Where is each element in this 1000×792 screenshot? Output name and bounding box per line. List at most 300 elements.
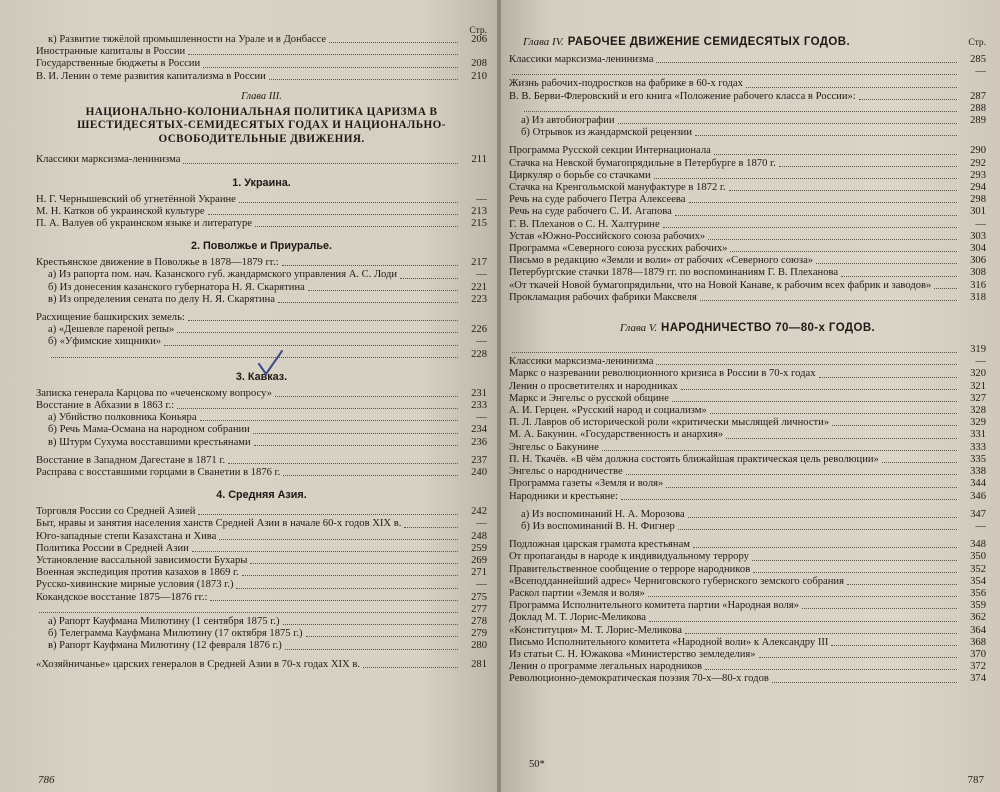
toc-entry [509, 219, 986, 231]
toc-entry [509, 267, 986, 279]
left-sections [36, 177, 487, 671]
toc-entry-title: б) Из воспоминаний В. Н. Фигнер [521, 520, 675, 532]
toc-entry-title: В. В. Берви-Флеровский и его книга «Положение рабочего класса в России»: [509, 90, 856, 102]
toc-entry-page: 278 [471, 616, 487, 627]
toc-entry-page: 344 [970, 478, 986, 490]
toc-entry [509, 564, 986, 576]
toc-entry-page: 298 [970, 194, 986, 206]
toc-entry-page: 287 [970, 90, 986, 102]
dot-leader [688, 517, 957, 518]
toc-entry-title: б) Телеграмма Кауфмана Милютину (17 октября 1875 г.) [48, 628, 303, 640]
toc-entry [509, 194, 986, 206]
toc-entry-title: Н. Г. Чернышевский об угнетённой Украине [36, 193, 236, 205]
toc-entry [509, 588, 986, 600]
dot-leader [269, 79, 458, 80]
dot-leader [282, 265, 458, 266]
toc-entry-title: Маркс о назревании революционного кризиса в России в 70-х годах [509, 368, 816, 380]
toc-entry [36, 412, 487, 424]
right-page [501, 0, 1000, 792]
toc-entry-title: а) Убийство полковника Коньяра [48, 412, 197, 424]
toc-entry-page: — [975, 520, 986, 532]
dot-leader [512, 352, 957, 353]
toc-entry-title: Речь на суде рабочего С. И. Агапова [509, 206, 672, 218]
dot-leader [242, 575, 458, 576]
toc-entry-title: «От ткачей Новой бумагопрядильни, что на Новой Канаве, к рабочим всех фабрик и заводов» [509, 279, 932, 291]
toc-entry [509, 509, 986, 521]
dot-leader [228, 463, 458, 464]
toc-entry [509, 381, 986, 393]
toc-entry-title: Из статьи С. Н. Южакова «Министерство земледелия» [509, 648, 756, 660]
dot-leader [831, 645, 957, 646]
dot-leader [200, 420, 458, 421]
chapter-title: НАЦИОНАЛЬНО-КОЛОНИАЛЬНАЯ ПОЛИТИКА ЦАРИЗМА В ШЕСТИДЕСЯТЫХ-СЕМИДЕСЯТЫХ ГОДАХ И НАЦИОНАЛЬНО-ОСВОБОДИТЕЛЬНЫЕ ДВИЖЕНИЯ. [77, 105, 446, 145]
dot-leader [700, 300, 957, 301]
toc-entry-title: а) Рапорт Кауфмана Милютину (1 сентября 1875 г.) [48, 616, 280, 627]
toc-entry [509, 393, 986, 405]
toc-entry-page: 206 [471, 34, 487, 45]
toc-entry-page: 374 [970, 673, 986, 685]
toc-entry-title: б) Из донесения казанского губернатора Н. Я. Скарятина [48, 281, 305, 293]
toc-entry [36, 400, 487, 412]
toc-entry [509, 158, 986, 170]
dot-leader [772, 682, 957, 683]
dot-leader [695, 135, 957, 136]
dot-leader [746, 87, 957, 88]
toc-entry [509, 417, 986, 429]
section-title: 4. Средняя Азия. [216, 489, 307, 502]
toc-entry [509, 551, 986, 563]
toc-entry-title: Классики марксизма-ленинизма [509, 356, 654, 368]
signature-mark: 50* [529, 759, 545, 770]
toc-entry-title: Восстание в Абхазии в 1863 г.: [36, 399, 175, 411]
chapter5-label: Глава V. [619, 322, 657, 335]
dot-leader [693, 547, 957, 548]
toc-entry-title: Кокандское восстание 1875—1876 гг.: [36, 591, 208, 603]
toc-entry-title: В. И. Ленин о теме развития капитализма в России [36, 70, 266, 82]
dot-leader [859, 99, 957, 100]
toc-entry-page: 223 [471, 293, 487, 305]
dot-leader [672, 401, 957, 402]
str-label-right: Стр. [968, 38, 986, 48]
toc-entry-title: Русско-хивинские мирные условия (1873 г.) [36, 579, 234, 591]
toc-entry-title: Установление вассальной зависимости Бухары [36, 554, 248, 566]
dot-leader [882, 462, 957, 463]
toc-entry-title: Восстание в Западном Дагестане в 1871 г. [36, 454, 226, 466]
toc-entry-title: а) Из рапорта пом. нач. Казанского губ. жандармского управления А. С. Лоди [48, 269, 398, 281]
toc-entry-title: к) Развитие тяжёлой промышленности на Урале и в Донбассе [48, 34, 327, 45]
toc-entry-page: 308 [970, 267, 986, 279]
toc-entry-title: «Конституция» М. Т. Лорис-Меликова [509, 624, 682, 636]
toc-entry [509, 600, 986, 612]
toc-entry-title: Расхищение башкирских земель: [36, 311, 185, 323]
toc-entry [509, 103, 986, 115]
toc-entry [36, 518, 487, 530]
dot-leader [649, 621, 957, 622]
toc-entry [36, 71, 487, 83]
toc-entry [509, 115, 986, 127]
dot-leader [802, 608, 957, 609]
toc-entry [36, 194, 487, 206]
toc-entry-page: 289 [970, 115, 986, 127]
toc-entry-page: 331 [970, 429, 986, 441]
toc-entry [36, 294, 487, 306]
toc-entry-page: 240 [471, 466, 487, 478]
toc-entry-title: Иностранные капиталы в России [36, 46, 186, 58]
toc-entry [509, 661, 986, 673]
toc-entry [509, 649, 986, 661]
chapter5-title: НАРОДНИЧЕСТВО 70—80-х ГОДОВ. [660, 322, 876, 335]
toc-entry-title: Прокламация рабочих фабрики Максвеля [509, 291, 697, 303]
toc-entry-page: 294 [970, 182, 986, 194]
dot-leader [779, 166, 957, 167]
toc-entry [509, 78, 986, 90]
toc-entry-title: а) «Дешевле пареной репы» [48, 324, 175, 336]
toc-entry-title: Программа Русской секции Интернационала [509, 145, 711, 157]
toc-entry-page: 372 [970, 661, 986, 673]
toc-entry-title: От пропаганды в народе к индивидуальному террору [509, 551, 749, 563]
toc-entry-title: Стачка на Невской бумагопрядильне в Петербурге в 1870 г. [509, 157, 776, 169]
dot-leader [730, 251, 957, 252]
dot-leader [847, 584, 957, 585]
toc-entry-page: 359 [970, 600, 986, 612]
toc-entry-title: Торговля России со Средней Азией [36, 506, 196, 518]
dot-leader [705, 669, 957, 670]
toc-entry [36, 604, 487, 616]
chapter4-label: Глава IV. [523, 36, 564, 48]
dot-leader [689, 202, 958, 203]
toc-entry-page: — [476, 579, 487, 591]
toc-entry [509, 66, 986, 78]
toc-entry-title: Письмо в редакцию «Земли и воли» от рабочих «Северного союза» [509, 255, 814, 267]
toc-entry-page: 215 [471, 217, 487, 229]
toc-entry [36, 154, 487, 166]
toc-entry [36, 437, 487, 449]
toc-entry-page: 354 [970, 575, 986, 587]
dot-leader [285, 649, 458, 650]
dot-leader [666, 487, 957, 488]
toc-entry [36, 628, 487, 640]
toc-entry-page: 316 [970, 279, 986, 291]
dot-leader [841, 276, 957, 277]
toc-entry-page: — [476, 518, 487, 530]
toc-entry [509, 442, 986, 454]
toc-entry-page: 346 [970, 490, 986, 502]
toc-entry-title: б) Отрывок из жандармской рецензии [521, 127, 693, 139]
toc-entry [36, 467, 487, 479]
left-top-entries [36, 34, 487, 83]
dot-leader [729, 190, 957, 191]
toc-entry-title: М. Н. Катков об украинской культуре [36, 205, 205, 217]
toc-entry [509, 182, 986, 194]
toc-entry-page: 237 [471, 454, 487, 466]
toc-entry-page: 217 [471, 257, 487, 269]
toc-entry [36, 567, 487, 579]
toc-entry-page: 228 [471, 348, 487, 360]
page-folio-right: 787 [967, 774, 984, 786]
toc-entry-page: 329 [970, 417, 986, 429]
toc-entry-title: Речь на суде рабочего Петра Алексеева [509, 194, 686, 206]
dot-leader [752, 560, 957, 561]
toc-entry-page: 370 [970, 648, 986, 660]
toc-entry-page: — [975, 356, 986, 368]
toc-entry [509, 344, 986, 356]
dot-leader [524, 111, 957, 112]
toc-entry-title: «Хозяйничанье» царских генералов в Средней Азии в 70-х годах XIX в. [36, 658, 360, 670]
toc-entry-page: 292 [970, 157, 986, 169]
toc-entry-page: 368 [970, 636, 986, 648]
toc-entry-title: Программа Исполнительного комитета партии «Народная воля» [509, 600, 799, 612]
toc-entry-page: 269 [471, 554, 487, 566]
section-title: 1. Украина. [232, 176, 291, 189]
toc-entry-page: 208 [471, 58, 487, 70]
dot-leader [177, 332, 458, 333]
toc-entry-page: 259 [471, 542, 487, 554]
toc-entry [509, 91, 986, 103]
dot-leader [283, 624, 458, 625]
toc-entry-title: Революционно-демократическая поэзия 70-х—80-х годов [509, 673, 769, 685]
dot-leader [198, 514, 458, 515]
toc-entry-title: Подложная царская грамота крестьянам [509, 539, 690, 551]
toc-entry-page: 318 [970, 291, 986, 303]
toc-entry-page: 236 [471, 436, 487, 448]
chapter4-header [509, 36, 986, 48]
dot-leader [275, 396, 458, 397]
chapter4-entries [509, 54, 986, 304]
toc-entry [36, 58, 487, 70]
toc-entry-title: П. Н. Ткачёв. «В чём должна состоять ближайшая практическая цель революции» [509, 453, 879, 465]
chapter5-header [509, 322, 986, 334]
toc-entry [509, 637, 986, 649]
toc-entry-title: Петербургские стачки 1878—1879 гг. по воспоминаниям Г. В. Плеханова [509, 267, 839, 279]
toc-entry-page: 306 [970, 255, 986, 267]
toc-entry-title: Ленин о программе легальных народников [509, 661, 703, 673]
dot-leader [177, 408, 458, 409]
toc-entry-page: 285 [970, 54, 986, 65]
toc-entry-title: М. А. Бакунин. «Государственность и анархия» [509, 429, 724, 441]
toc-entry-title: Энгельс о народничестве [509, 466, 623, 478]
dot-leader [192, 551, 458, 552]
toc-entry [509, 521, 986, 533]
dot-leader [710, 413, 957, 414]
toc-entry [36, 34, 487, 46]
pencil-check-icon [255, 348, 285, 378]
toc-entry-page: 320 [970, 368, 986, 380]
toc-entry [36, 257, 487, 269]
dot-leader [816, 263, 957, 264]
classics-entry [36, 154, 487, 166]
toc-entry-page: 338 [970, 466, 986, 478]
toc-entry-page: 293 [970, 169, 986, 181]
chapter4-title: РАБОЧЕЕ ДВИЖЕНИЕ СЕМИДЕСЯТЫХ ГОДОВ. [567, 36, 851, 48]
toc-entry-page: 352 [970, 563, 986, 575]
toc-entry-title: Письмо Исполнительного комитета «Народной воли» к Александру III [509, 636, 829, 648]
dot-leader [656, 62, 957, 63]
toc-entry [36, 659, 487, 671]
dot-leader [253, 433, 458, 434]
toc-entry-title: а) Из автобиографии [521, 115, 615, 127]
toc-entry [36, 531, 487, 543]
dot-leader [663, 227, 957, 228]
toc-entry-page: 248 [471, 530, 487, 542]
toc-entry [509, 429, 986, 441]
toc-entry-page: 221 [471, 281, 487, 293]
dot-leader [714, 154, 957, 155]
dot-leader [255, 226, 458, 227]
toc-entry-page: 226 [471, 324, 487, 336]
dot-leader [208, 214, 458, 215]
dot-leader [39, 612, 458, 613]
toc-entry [509, 127, 986, 139]
toc-entry-page: 321 [970, 380, 986, 392]
toc-entry-page: — [476, 336, 487, 348]
toc-entry-title: в) Рапорт Кауфмана Милютину (12 февраля 1876 г.) [48, 640, 282, 652]
toc-entry-title: «Всеподданнейший адрес» Черниговского губернского земского собрания [509, 575, 844, 587]
toc-entry-page: 279 [471, 628, 487, 640]
toc-entry-title: Устав «Южно-Российского союза рабочих» [509, 230, 706, 242]
toc-entry-title: б) Речь Мама-Османа на народном собрании [48, 424, 250, 436]
chapter5-entries [509, 344, 986, 685]
toc-entry [509, 625, 986, 637]
toc-entry-page: 288 [970, 102, 986, 114]
toc-entry-title: Военная экспедиция против казахов в 1869 г. [36, 567, 239, 579]
toc-entry [36, 269, 487, 281]
toc-entry-page: 301 [970, 206, 986, 218]
toc-entry [509, 405, 986, 417]
toc-entry-page: 280 [471, 640, 487, 652]
toc-entry-title: Энгельс о Бакунине [509, 441, 599, 453]
toc-entry-title: Стачка на Кренгольмской мануфактуре в 1872 г. [509, 182, 726, 194]
dot-leader [685, 633, 957, 634]
toc-entry [36, 206, 487, 218]
toc-entry-page: 327 [970, 392, 986, 404]
toc-entry [509, 231, 986, 243]
toc-entry [509, 243, 986, 255]
toc-entry-page: 304 [970, 243, 986, 255]
toc-entry [36, 455, 487, 467]
toc-entry-page: 234 [471, 424, 487, 436]
dot-leader [283, 475, 458, 476]
toc-entry-title: Программа газеты «Земля и воля» [509, 478, 664, 490]
toc-entry [36, 282, 487, 294]
toc-entry-page: 364 [970, 624, 986, 636]
toc-entry-title: Расправа с восставшими горцами в Сванетии в 1876 г. [36, 466, 281, 478]
dot-leader [219, 539, 458, 540]
toc-entry-title: Маркс и Энгельс о русской общине [509, 392, 669, 404]
dot-leader [183, 163, 458, 164]
toc-entry [509, 368, 986, 380]
dot-leader [819, 377, 957, 378]
dot-leader [654, 178, 957, 179]
toc-entry-page: 242 [471, 506, 487, 518]
toc-entry-page: 362 [970, 612, 986, 624]
toc-entry-page: 211 [471, 154, 487, 166]
toc-entry-page: 348 [970, 539, 986, 551]
toc-entry-title: Крестьянское движение в Поволжье в 1878—1879 гг.: [36, 257, 279, 269]
toc-entry-title: Политика России в Средней Азии [36, 542, 189, 554]
toc-entry-title: Ленин о просветителях и народниках [509, 380, 678, 392]
section-title: 2. Поволжье и Приуралье. [191, 240, 332, 253]
toc-entry [509, 576, 986, 588]
toc-entry-page: 275 [471, 591, 487, 603]
dot-leader [832, 425, 957, 426]
dot-leader [278, 302, 458, 303]
toc-entry-page: 290 [970, 145, 986, 157]
toc-entry-title: Юго-западные степи Казахстана и Хива [36, 530, 217, 542]
chapter-label: Глава III. [241, 90, 282, 102]
toc-entry [36, 218, 487, 230]
dot-leader [708, 239, 957, 240]
dot-leader [400, 278, 458, 279]
dot-leader [648, 596, 957, 597]
toc-entry [36, 616, 487, 628]
toc-entry-page: 350 [970, 551, 986, 563]
toc-entry-title: в) Штурм Сухума восставшими крестьянами [48, 436, 251, 448]
toc-entry-page: 271 [471, 567, 487, 579]
toc-entry [509, 356, 986, 368]
dot-leader [188, 54, 458, 55]
dot-leader [254, 445, 458, 446]
toc-entry-title: Быт, нравы и занятия населения ханств Средней Азии в начале 60-х годов XIX в. [36, 518, 402, 530]
toc-entry [36, 579, 487, 591]
toc-entry [509, 170, 986, 182]
toc-entry [509, 673, 986, 685]
toc-entry-title: Записка генерала Карцова по «чеченскому вопросу» [36, 387, 272, 399]
dot-leader [626, 474, 957, 475]
toc-entry-title: Циркуляр о борьбе со стачками [509, 169, 651, 181]
toc-entry-page: 233 [471, 399, 487, 411]
toc-entry-title: в) Из определения сената по делу Н. Я. Скарятина [48, 293, 276, 305]
toc-entry-page: 328 [970, 405, 986, 417]
toc-entry [509, 612, 986, 624]
dot-leader [236, 588, 458, 589]
left-page [0, 0, 499, 792]
dot-leader [512, 74, 957, 75]
section-title: 3. Кавказ. [235, 370, 288, 383]
toc-entry-title: а) Из воспоминаний Н. А. Морозова [521, 508, 685, 520]
toc-entry [36, 640, 487, 652]
dot-leader [602, 450, 957, 451]
dot-leader [306, 636, 458, 637]
toc-entry [36, 543, 487, 555]
toc-entry-title: Доклад М. Т. Лорис-Меликова [509, 612, 646, 624]
toc-entry [509, 466, 986, 478]
dot-leader [329, 42, 458, 43]
page-folio-left: 786 [38, 774, 55, 786]
toc-entry-page: 210 [471, 70, 487, 82]
dot-leader [681, 389, 957, 390]
toc-entry [509, 292, 986, 304]
toc-entry-page: 356 [970, 587, 986, 599]
toc-entry-page: — [476, 412, 487, 424]
toc-entry [509, 280, 986, 292]
toc-entry-page: 303 [970, 230, 986, 242]
dot-leader [621, 499, 957, 500]
toc-entry [36, 46, 487, 58]
toc-entry-page: 335 [970, 453, 986, 465]
toc-entry-title: Раскол партии «Земля и воля» [509, 587, 645, 599]
str-label: Стр. [469, 26, 487, 36]
toc-entry-page: — [476, 193, 487, 205]
toc-entry-title: Программа «Северного союза русских рабочих» [509, 243, 728, 255]
toc-entry [36, 506, 487, 518]
dot-leader [656, 364, 957, 365]
toc-entry-title: П. Л. Лавров об исторической роли «критически мыслящей личности» [509, 417, 830, 429]
toc-entry-title: А. И. Герцен. «Русский народ и социализм» [509, 405, 707, 417]
toc-entry-page: 281 [471, 658, 487, 670]
toc-entry-page: 213 [471, 205, 487, 217]
toc-entry [509, 206, 986, 218]
toc-entry-title: Жизнь рабочих-подростков на фабрике в 60-х годах [509, 78, 743, 90]
